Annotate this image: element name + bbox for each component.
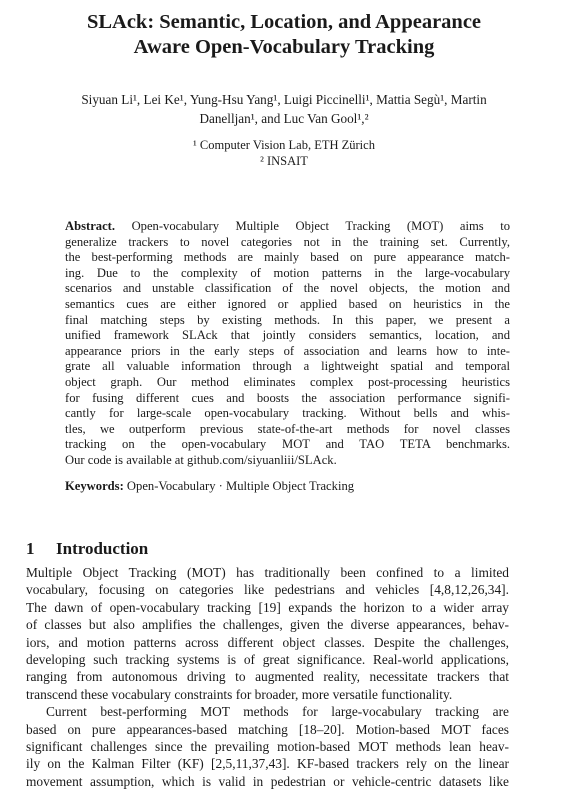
section-number: 1 (26, 539, 35, 559)
body-line: ily on the Kalman Filter (KF) [2,5,11,37,43]. KF-based trackers rely on the linear (26, 756, 509, 772)
body-line: of classes but also amplifies the challenges, given the diverse appearances, behav- (26, 617, 509, 633)
affiliations (40, 137, 528, 169)
abstract-line: semantics cues are either ignored or applied based on heuristics in the (65, 296, 510, 311)
author-list (40, 90, 528, 128)
body-line: vocabulary, focusing on categories like pedestrians and vehicles [4,8,12,26,34]. (26, 582, 509, 598)
abstract-line: appearance priors in the early steps of association and learns how to inte- (65, 343, 510, 358)
abstract-text: Open-vocabulary Multiple Object Tracking (MOT) aims to (131, 219, 510, 233)
body-line: Current best-performing MOT methods for large-vocabulary tracking are (46, 704, 509, 720)
abstract-line: generalize trackers to novel categories not in the training set. Currently, (65, 234, 510, 249)
keywords (65, 478, 354, 494)
title-line: SLAck: Semantic, Location, and Appearance (86, 11, 482, 33)
affiliation: ¹ Computer Vision Lab, ETH Zürich (193, 138, 375, 152)
section-heading (26, 538, 148, 560)
abstract-label: Abstract. (65, 219, 116, 233)
abstract-line: Our code is available at github.com/siyuanliii/SLAck. (65, 452, 337, 467)
paper-title (20, 10, 548, 60)
body-line: significant challenges since the prevailing motion-based MOT methods lean heav- (26, 739, 509, 755)
body-line: Multiple Object Tracking (MOT) has traditionally been confined to a limited (26, 565, 509, 580)
abstract-line: object graph. Our method eliminates complex post-processing heuristics (65, 374, 510, 389)
abstract-line: scenarios and unstable classification of the novel objects, the motion and (65, 281, 510, 296)
abstract (65, 219, 510, 469)
abstract-line: cantly for large-scale open-vocabulary tracking. Without bells and whis- (65, 406, 510, 421)
abstract-line: tles, we outperform previous state-of-the-art methods for novel classes (65, 421, 510, 436)
title-line: Aware Open-Vocabulary Tracking (133, 36, 435, 58)
body-line: developing such tracking systems is of great significance. Real-world applications, (26, 652, 509, 668)
body-line: ranging from autonomous driving to augmented reality, necessitate trackers that (26, 669, 509, 685)
body-text (26, 564, 509, 790)
abstract-line: the best-performing methods are mainly based on pure appearance match- (65, 250, 510, 265)
keywords-text: Open-Vocabulary · Multiple Object Tracking (126, 479, 355, 493)
body-line: iors, and motion patterns across different object classes. Despite the challenges, (26, 634, 509, 650)
abstract-line: for fusing different cues and boosts the association performance signifi- (65, 390, 510, 405)
keywords-label: Keywords: (65, 479, 124, 493)
affiliation: ² INSAIT (260, 154, 308, 168)
abstract-line: final matching steps by existing methods. In this paper, we present a (65, 312, 510, 327)
body-line: The dawn of open-vocabulary tracking [19] expands the horizon to a wider array (26, 599, 509, 615)
abstract-line: unified framework SLAck that jointly considers semantics, location, and (65, 328, 510, 343)
abstract-line: tracking on the open-vocabulary MOT and TAO TETA benchmarks. (65, 437, 510, 452)
body-line: based on pure appearances-based matching [18–20]. Motion-based MOT faces (26, 721, 509, 737)
author-line: Siyuan Li¹, Lei Ke¹, Yung-Hsu Yang¹, Luigi Piccinelli¹, Mattia Segù¹, Martin (81, 92, 487, 107)
body-line: movement assumption, which is valid in pedestrian or vehicle-centric datasets like (26, 773, 509, 789)
section-title: Introduction (56, 539, 149, 559)
abstract-line (65, 219, 510, 235)
body-line: transcend these vocabulary constraints for broader, more versatile functionality. (26, 686, 453, 702)
abstract-line: ing. Due to the complexity of motion patterns in the large-vocabulary (65, 265, 510, 280)
abstract-line: grate all valuable information through a lightweight spatial and temporal (65, 359, 510, 374)
author-line: Danelljan¹, and Luc Van Gool¹,² (199, 111, 369, 126)
